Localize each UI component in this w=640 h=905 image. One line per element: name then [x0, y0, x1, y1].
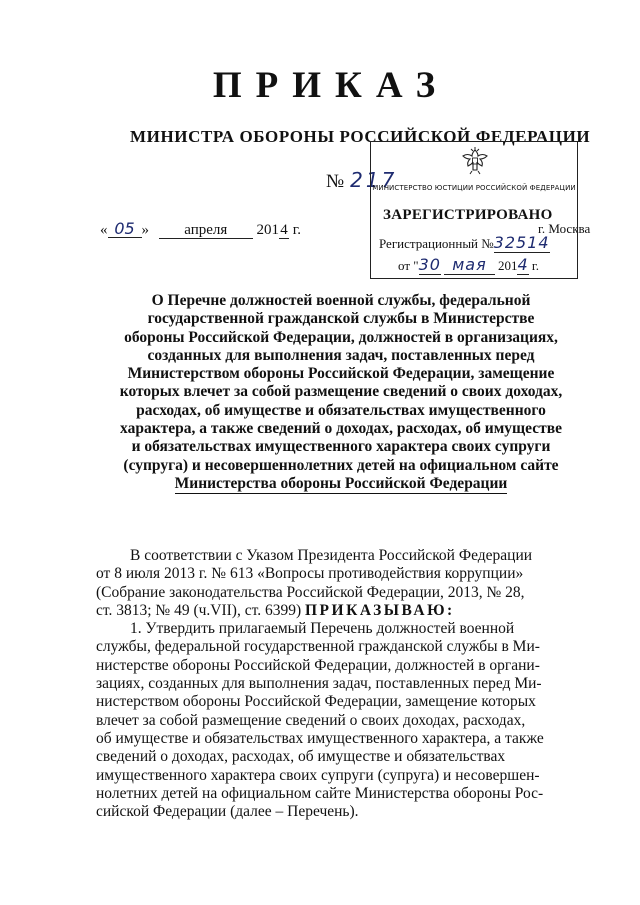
stamp-date-day: 30 [418, 255, 441, 274]
body-line-text: ст. 3813; № 49 (ч.VII), ст. 6399) [96, 601, 302, 619]
body-line: зациях, созданных для выполнения задач, поставленных перед Ми- [96, 675, 542, 693]
double-headed-eagle-emblem-icon [460, 146, 490, 176]
date-year-unit: г. [292, 222, 301, 238]
heading-line: которых влечет за собой размещение сведений о своих доходах, [119, 383, 563, 401]
order-date [100, 221, 301, 239]
stamp-date-month: мая [444, 255, 495, 275]
heading-line-underlined: Министерства обороны Российской Федерации [175, 475, 508, 494]
stamp-registered: ЗАРЕГИСТРИРОВАНО [383, 207, 553, 223]
body-line: нистерстве обороны Российской Федерации, должностей в органи- [96, 656, 540, 674]
date-quote-close: » [141, 222, 149, 238]
stamp-date-year-prefix: 201 [497, 258, 518, 273]
body-line: В соответствии с Указом Президента Российской Федерации [130, 547, 533, 564]
body-line: сийской Федерации (далее – Перечень). [96, 803, 359, 821]
body-line: от 8 июля 2013 г. № 613 «Вопросы противодействия коррупции» [96, 565, 524, 583]
stamp-reg-number-value: 32514 [493, 233, 550, 252]
body-line-order [96, 602, 602, 620]
heading-line: расходах, об имуществе и обязательствах имущественного [136, 401, 546, 419]
date-quote-open: « [100, 222, 108, 238]
date-year-prefix: 201 [256, 222, 279, 238]
body-line: имущественного характера своих супруги (супруга) и несовершен- [96, 766, 540, 784]
stamp-date-year-suffix: 4 [517, 255, 529, 274]
order-word: ПРИКАЗЫВАЮ: [305, 601, 455, 619]
body-line: сведений о доходах, расходах, об имуществе и обязательствах [96, 748, 506, 766]
body-line: об имуществе и обязательствах имущественного характера, а также [96, 729, 544, 747]
city: г. Москва [538, 221, 591, 236]
order-number-value: 217 [350, 168, 398, 192]
stamp-date-prefix: от " [398, 258, 419, 273]
document-title: ПРИКАЗ [212, 65, 450, 106]
order-heading [86, 292, 596, 494]
heading-line: (супруга) и несовершеннолетних детей на официальном сайте [123, 456, 559, 474]
body-line: нистерством обороны Российской Федерации, замещение которых [96, 693, 536, 711]
body-line: службы, федеральной государственной гражданской службы в Ми- [96, 638, 540, 656]
stamp-registration-date [398, 255, 539, 274]
body-line: нолетних детей на официальном сайте Министерства обороны Рос- [96, 784, 544, 802]
body-line: влечет за собой размещение сведений о своих доходах, расходах, [96, 711, 526, 729]
heading-line: обороны Российской Федерации, должностей в организациях, [124, 328, 558, 346]
body-line: (Собрание законодательства Российской Федерации, 2013, № 28, [96, 583, 525, 601]
date-day: 05 [108, 221, 142, 238]
stamp-registration-number [379, 233, 550, 252]
stamp-reg-label: Регистрационный № [379, 236, 494, 251]
heading-line: О Перечне должностей военной службы, федеральной [151, 292, 531, 309]
heading-line: Министерством обороны Российской Федерации, замещение [127, 365, 555, 383]
stamp-date-unit: г. [531, 258, 539, 273]
heading-line: созданных для выполнения задач, поставленных перед [147, 346, 535, 364]
body-line: 1. Утвердить прилагаемый Перечень должностей военной [130, 620, 515, 638]
heading-line: и обязательствах имущественного характера своих супруги [131, 438, 551, 456]
date-year-suffix: 4 [280, 222, 288, 238]
registration-stamp [370, 141, 578, 279]
number-sign: № [326, 171, 345, 192]
document-issuer: МИНИСТРА ОБОРОНЫ РОССИЙСКОЙ ФЕДЕРАЦИИ [130, 127, 591, 146]
heading-line: государственной гражданской службы в Министерстве [147, 310, 535, 328]
stamp-ministry: МИНИСТЕРСТВО ЮСТИЦИИ РОССИЙСКОЙ ФЕДЕРАЦИИ [372, 184, 576, 192]
heading-line: характера, а также сведений о доходах, расходах, об имуществе [120, 420, 562, 438]
order-body [96, 547, 602, 821]
date-month: апреля [159, 222, 253, 239]
